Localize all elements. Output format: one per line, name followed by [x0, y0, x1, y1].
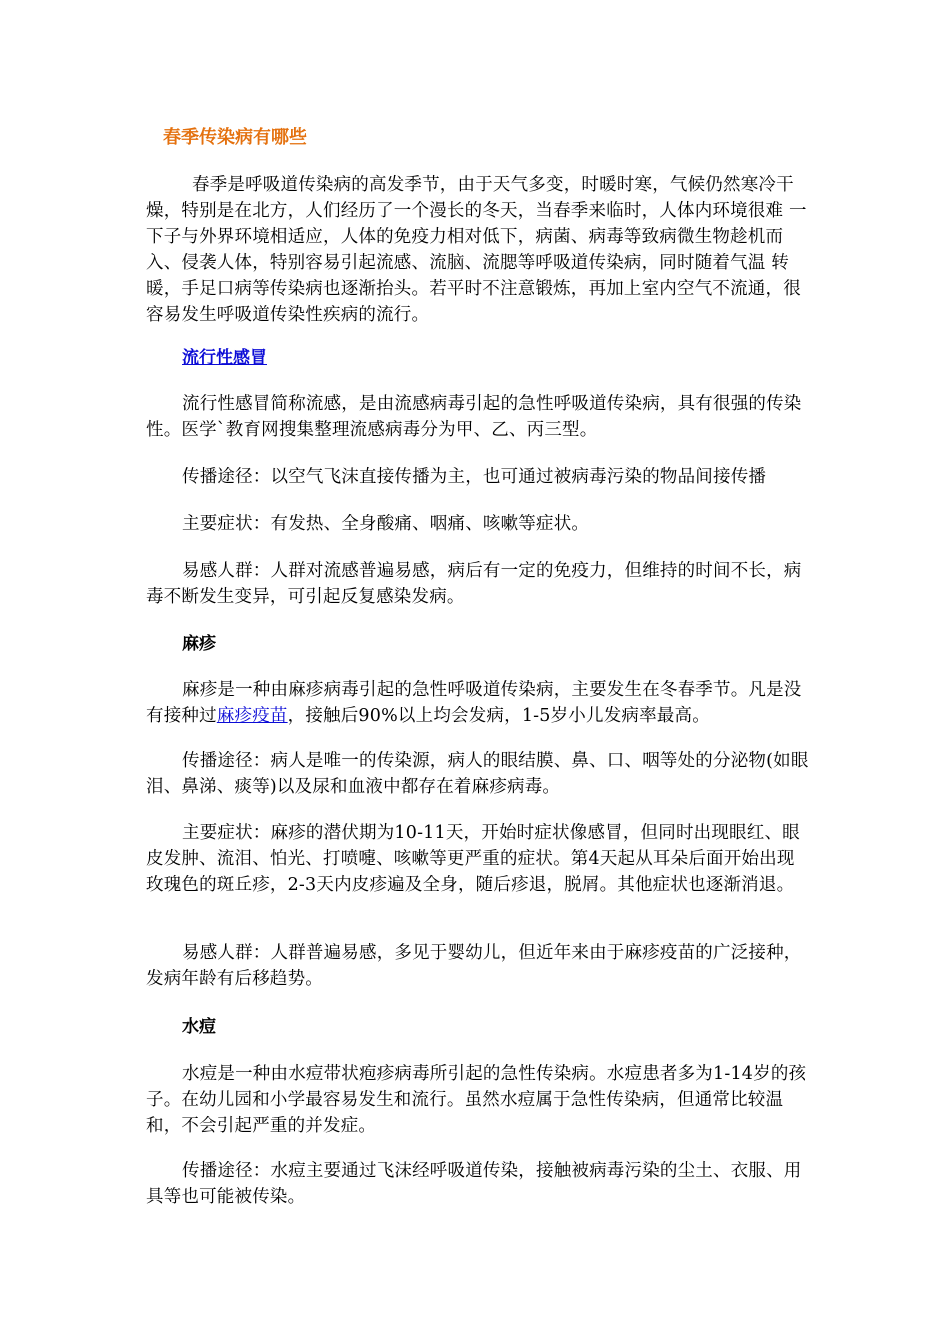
- measles-paragraph-2: [146, 748, 810, 800]
- chickenpox-paragraph-2: [146, 1158, 810, 1210]
- intro-paragraph: [146, 172, 810, 328]
- measles-paragraph-3: [146, 820, 810, 898]
- chickenpox-p2-text: 传播途径：水痘主要通过飞沫经呼吸道传染，接触被病毒污染的尘土、衣服、用具等也可能被传染。: [146, 1161, 802, 1207]
- measles-p3-text: 主要症状：麻疹的潜伏期为10-11天，开始时症状像感冒，但同时出现眼红、眼皮发肿、流泪、怕光、打喷嚏、咳嗽等更严重的症状。第4天起从耳朵后面开始出现玫瑰色的斑丘疹，2-3天内皮疹遍及全身，随后疹退，脱屑。其他症状也逐渐消退。: [146, 823, 800, 895]
- flu-p4-text: 易感人群：人群对流感普遍易感，病后有一定的免疫力，但维持的时间不长，病毒不断发生变异，可引起反复感染发病。: [146, 561, 802, 607]
- flu-paragraph-4: [146, 558, 810, 610]
- flu-paragraph-3: [146, 511, 810, 537]
- measles-heading: 麻疹: [182, 634, 216, 654]
- page-title: 春季传染病有哪些: [163, 127, 307, 148]
- chickenpox-paragraph-1: [146, 1061, 810, 1139]
- chickenpox-heading: 水痘: [182, 1017, 216, 1037]
- flu-paragraph-2: [146, 464, 810, 490]
- measles-paragraph-4: [146, 940, 810, 992]
- flu-p1-text: 流行性感冒简称流感，是由流感病毒引起的急性呼吸道传染病，具有很强的传染性。医学`教育网搜集整理流感病毒分为甲、乙、丙三型。: [146, 394, 802, 440]
- flu-heading-link[interactable]: 流行性感冒: [182, 348, 267, 368]
- measles-vaccine-link[interactable]: 麻疹疫苗: [216, 706, 288, 726]
- flu-p3-text: 主要症状：有发热、全身酸痛、咽痛、咳嗽等症状。: [182, 514, 590, 534]
- measles-p2-text: 传播途径：病人是唯一的传染源，病人的眼结膜、鼻、口、咽等处的分泌物(如眼泪、鼻涕、痰等)以及尿和血液中都存在着麻疹病毒。: [146, 751, 809, 797]
- measles-p1-text-b: ，接触后90%以上均会发病，1-5岁小儿发病率最高。: [287, 706, 710, 726]
- flu-paragraph-1: [146, 391, 810, 443]
- measles-p4-text: 易感人群：人群普遍易感，多见于婴幼儿，但近年来由于麻疹疫苗的广泛接种，发病年龄有后移趋势。: [146, 943, 802, 989]
- chickenpox-p1-text: 水痘是一种由水痘带状疱疹病毒所引起的急性传染病。水痘患者多为1-14岁的孩子。在幼儿园和小学最容易发生和流行。虽然水痘属于急性传染病，但通常比较温和，不会引起严重的并发症。: [146, 1064, 807, 1136]
- measles-paragraph-1: [146, 677, 810, 729]
- measles-p1-text-a: 麻疹是一种由麻疹病毒引起的急性呼吸道传染病，主要发生在冬春季节。凡是没有接种过: [146, 680, 802, 726]
- flu-p2-text: 传播途径：以空气飞沫直接传播为主，也可通过被病毒污染的物品间接传播: [182, 467, 767, 487]
- intro-text: 春季是呼吸道传染病的高发季节，由于天气多变，时暖时寒，气候仍然寒冷干燥，特别是在北方，人们经历了一个漫长的冬天，当春季来临时，人体内环境很难 一下子与外界环境相适应，人体的免疫力相对低下，病菌、病毒等致病微生物趁机而入、侵袭人体，特别容易引起流感、流脑、流腮等呼吸道传染病，同时随着气温 转暖，手足口病等传染病也逐渐抬头。若平时不注意锻炼，再加上室内空气不流通，很容易发生呼吸道传染性疾病的流行。: [146, 175, 807, 325]
